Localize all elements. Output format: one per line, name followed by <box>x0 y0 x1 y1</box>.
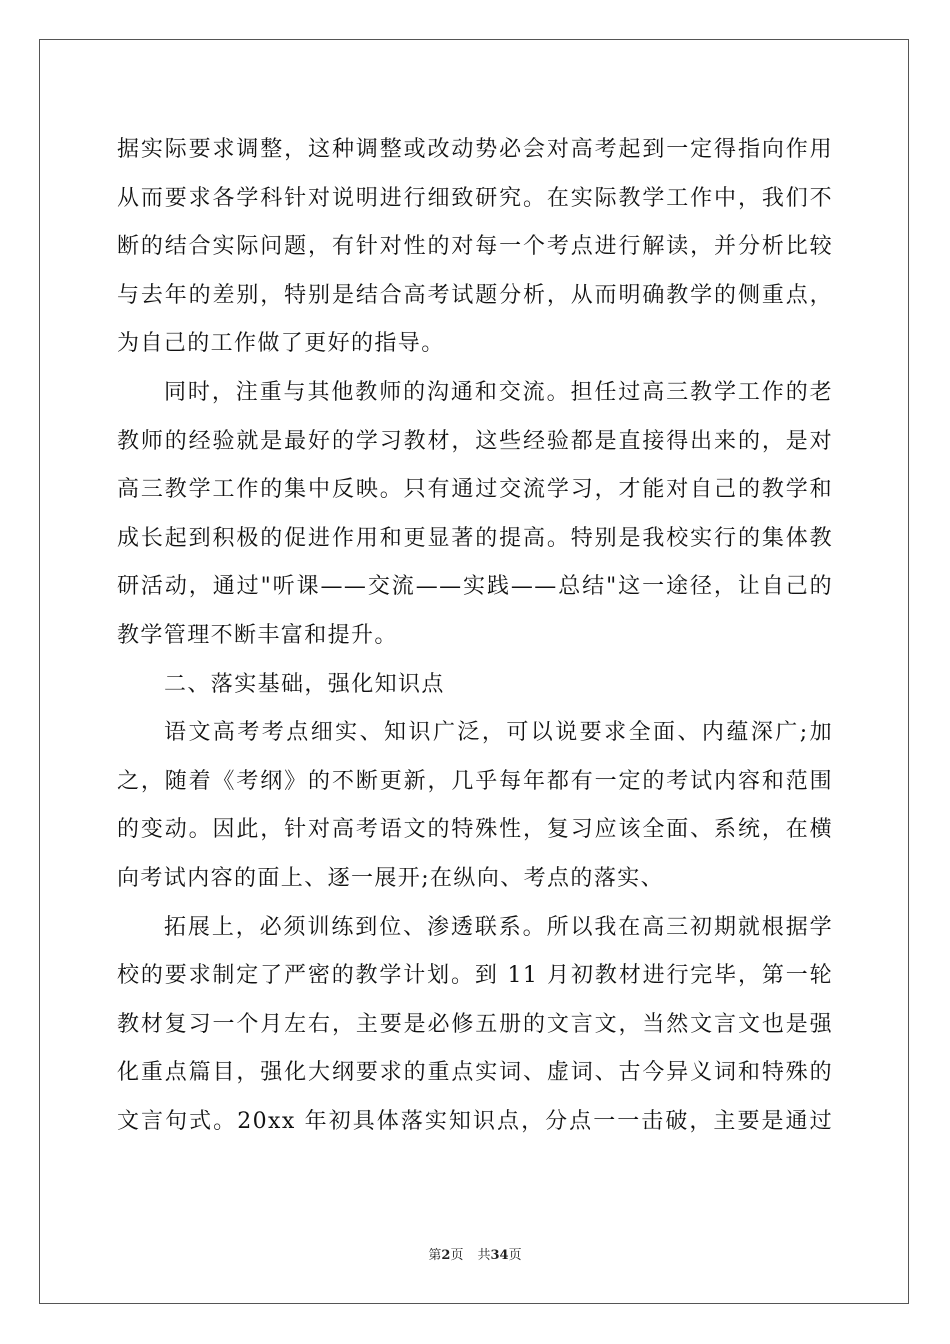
text-line: 据实际要求调整，这种调整或改动势必会对高考起到一定得指向作用 <box>117 137 833 162</box>
text-line: 之，随着《考纲》的不断更新，几乎每年都有一定的考试内容和范围 <box>117 768 833 794</box>
text-line: 与去年的差别，特别是结合高考试题分析，从而明确教学的侧重点， <box>117 282 833 308</box>
text-line: 化重点篇目，强化大纲要求的重点实词、虚词、古今异义词和特殊的 <box>117 1060 833 1086</box>
document-body <box>117 126 833 1146</box>
text-line: 语文高考考点细实、知识广泛，可以说要求全面、内蕴深广;加 <box>164 720 833 746</box>
text-line: 校的要求制定了严密的教学计划。到 11 月初教材进行完毕，第一轮 <box>117 963 833 989</box>
text-line: 教师的经验就是最好的学习教材，这些经验都是直接得出来的，是对 <box>117 428 833 454</box>
footer-total-suffix: 页 <box>508 1248 522 1263</box>
text-line: 拓展上，必须训练到位、渗透联系。所以我在高三初期就根据学 <box>164 914 833 940</box>
text-line: 断的结合实际问题，有针对性的对每一个考点进行解读，并分析比较 <box>117 234 833 260</box>
text-line: 教材复习一个月左右，主要是必修五册的文言文，当然文言文也是强 <box>117 1011 833 1037</box>
text-line: 向考试内容的面上、逐一展开;在纵向、考点的落实、 <box>117 865 665 891</box>
text-line: 文言句式。20xx 年初具体落实知识点，分点一一击破，主要是通过 <box>117 1108 833 1134</box>
footer-page-total: 34 <box>490 1248 509 1263</box>
footer-page-suffix: 页 <box>450 1248 464 1263</box>
text-line: 同时，注重与其他教师的沟通和交流。担任过高三教学工作的老 <box>164 379 833 405</box>
text-line: 高三教学工作的集中反映。只有通过交流学习，才能对自己的教学和 <box>117 477 833 503</box>
text-line: 教学管理不断丰富和提升。 <box>117 622 398 648</box>
footer-page-prefix: 第 <box>428 1248 442 1263</box>
text-line: 从而要求各学科针对说明进行细致研究。在实际教学工作中，我们不 <box>117 185 833 211</box>
page-footer <box>0 1244 950 1263</box>
text-line: 为自己的工作做了更好的指导。 <box>117 331 445 357</box>
footer-page-current: 2 <box>441 1248 451 1263</box>
text-line: 研活动，通过"听课——交流——实践——总结"这一途径，让自己的 <box>117 574 833 600</box>
text-line: 二、落实基础，强化知识点 <box>164 671 445 697</box>
footer-total-prefix: 共 <box>477 1248 491 1263</box>
text-line: 成长起到积极的促进作用和更显著的提高。特别是我校实行的集体教 <box>117 525 833 551</box>
text-line: 的变动。因此，针对高考语文的特殊性，复习应该全面、系统，在横 <box>117 817 833 843</box>
